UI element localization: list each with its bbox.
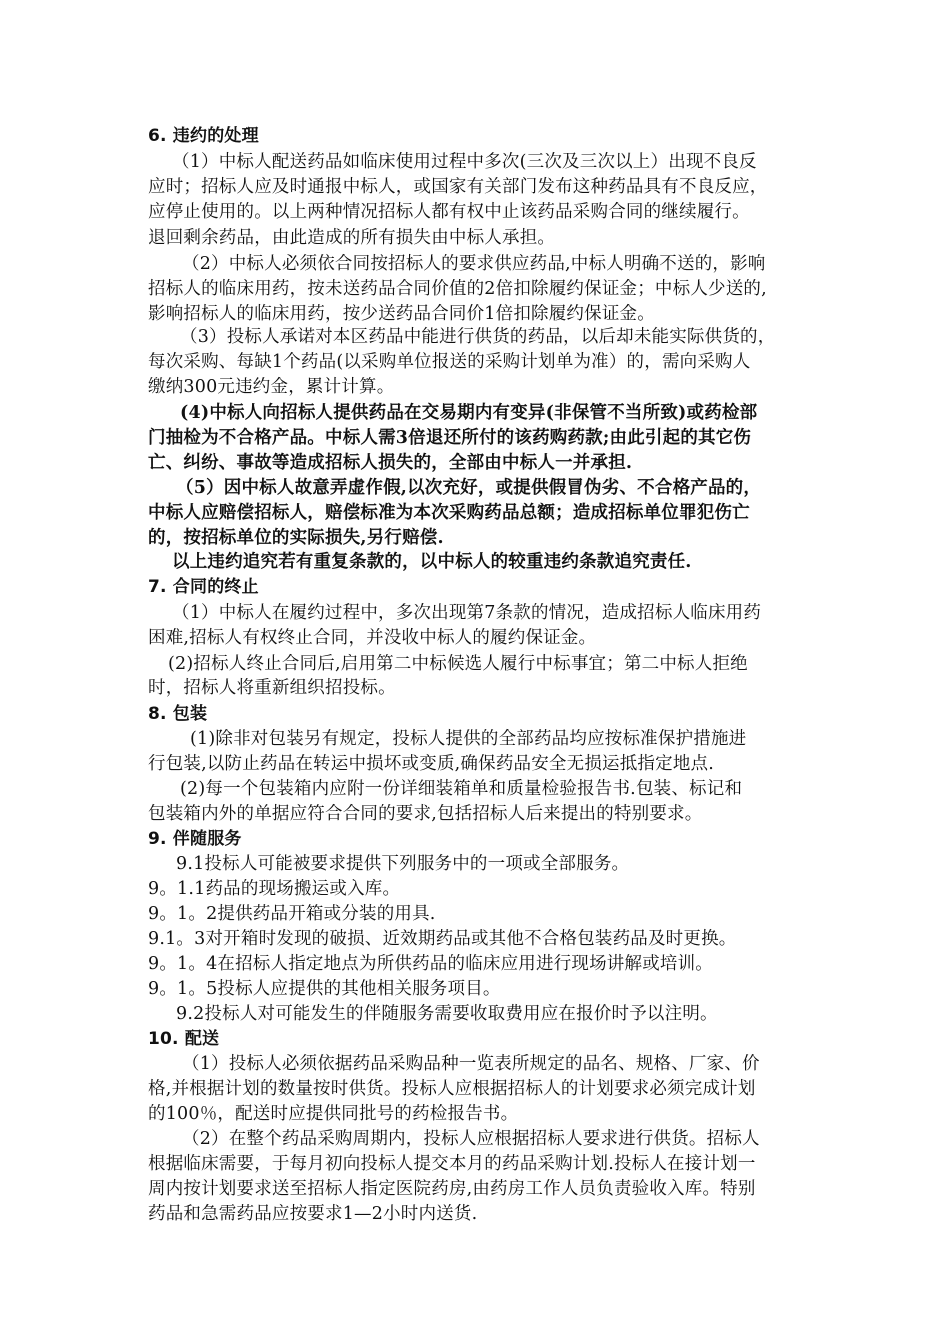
- section-6-p4-line-1: (4)中标人向招标人提供药品在交易期内有变异(非保管不当所致)或药检部: [180, 403, 758, 423]
- section-10-p2-line-1: （2）在整个药品采购周期内，投标人应根据招标人要求进行供货。招标人: [182, 1129, 760, 1149]
- section-6-p3-line-3: 缴纳300元违约金，累计计算。: [148, 377, 395, 397]
- section-8-p2-line-1: (2)每一个包装箱内应附一份详细装箱单和质量检验报告书.包装、标记和: [180, 779, 743, 799]
- section-9-heading: 9. 伴随服务: [148, 829, 242, 849]
- section-9-item-9-1-2: 9。1。2提供药品开箱或分装的用具.: [148, 904, 436, 924]
- section-6-p1-line-4: 退回剩余药品，由此造成的所有损失由中标人承担。: [148, 228, 556, 248]
- section-8-p1-line-1: (1)除非对包装另有规定，投标人提供的全部药品均应按标准保护措施进: [190, 729, 747, 749]
- section-6-p2-line-2: 招标人的临床用药，按未送药品合同价值的2倍扣除履约保证金；中标人少送的,: [148, 279, 767, 299]
- section-10-p2-line-2: 根据临床需要，于每月初向投标人提交本月的药品采购计划.投标人在接计划一: [148, 1154, 756, 1174]
- section-8-heading: 8. 包装: [148, 704, 208, 724]
- section-6-p5-line-1: （5）因中标人故意弄虚作假,以次充好，或提供假冒伪劣、不合格产品的，: [176, 478, 762, 498]
- section-9-item-9-1: 9.1投标人可能被要求提供下列服务中的一项或全部服务。: [176, 854, 630, 874]
- section-10-p1-line-3: 的100％，配送时应提供同批号的药检报告书。: [148, 1104, 519, 1124]
- section-9-item-9-1-5: 9。1。5投标人应提供的其他相关服务项目。: [148, 979, 501, 999]
- section-10-heading: 10. 配送: [148, 1029, 220, 1049]
- section-6-p5-line-2: 中标人应赔偿招标人，赔偿标准为本次采购药品总额；造成招标单位罪犯伤亡: [148, 503, 750, 523]
- section-7-heading: 7. 合同的终止: [148, 577, 259, 597]
- section-6-p4-line-3: 亡、纠纷、事故等造成招标人损失的，全部由中标人一并承担.: [148, 453, 633, 473]
- section-10-p2-line-3: 周内按计划要求送至招标人指定医院药房,由药房工作人员负责验收入库。特别: [148, 1179, 756, 1199]
- section-6-p4-line-2: 门抽检为不合格产品。中标人需3倍退还所付的该药购药款;由此引起的其它伤: [148, 428, 752, 448]
- section-9-item-9-2: 9.2投标人对可能发生的伴随服务需要收取费用应在报价时予以注明。: [176, 1004, 718, 1024]
- section-10-p1-line-2: 格,并根据计划的数量按时供货。投标人应根据招标人的计划要求必须完成计划: [148, 1079, 756, 1099]
- section-10-p2-line-4: 药品和急需药品应按要求1—2小时内送货.: [148, 1204, 478, 1224]
- section-6-p3-line-1: （3）投标人承诺对本区药品中能进行供货的药品，以后却未能实际供货的，: [180, 327, 776, 347]
- section-6-p6: 以上违约追究若有重复条款的，以中标人的较重违约条款追究责任.: [172, 552, 692, 572]
- section-6-p1-line-2: 应时；招标人应及时通报中标人，或国家有关部门发布这种药品具有不良反应，: [148, 177, 768, 197]
- section-6-p2-line-3: 影响招标人的临床用药，按少送药品合同价1倍扣除履约保证金。: [148, 304, 655, 324]
- section-6-heading: 6. 违约的处理: [148, 126, 259, 146]
- section-9-item-9-1-3: 9.1。3对开箱时发现的破损、近效期药品或其他不合格包装药品及时更换。: [148, 929, 737, 949]
- section-10-p1-line-1: （1）投标人必须依据药品采购品种一览表所规定的品名、规格、厂家、价: [182, 1054, 760, 1074]
- section-9-item-9-1-4: 9。1。4在招标人指定地点为所供药品的临床应用进行现场讲解或培训。: [148, 954, 713, 974]
- section-6-p1-line-1: （1）中标人配送药品如临床使用过程中多次(三次及三次以上）出现不良反: [172, 152, 757, 172]
- section-6-p5-line-3: 的，按招标单位的实际损失,另行赔偿.: [148, 528, 444, 548]
- section-6-p1-line-3: 应停止使用的。以上两种情况招标人都有权中止该药品采购合同的继续履行。: [148, 202, 750, 222]
- section-9-item-9-1-1: 9。1.1药品的现场搬运或入库。: [148, 879, 401, 899]
- section-7-p1-line-2: 困难,招标人有权终止合同，并没收中标人的履约保证金。: [148, 628, 597, 648]
- section-7-p2-line-1: (2)招标人终止合同后,启用第二中标候选人履行中标事宜；第二中标人拒绝: [168, 654, 748, 674]
- section-7-p2-line-2: 时，招标人将重新组织招投标。: [148, 678, 396, 698]
- section-8-p1-line-2: 行包装,以防止药品在转运中损坏或变质,确保药品安全无损运抵指定地点.: [148, 754, 714, 774]
- section-6-p3-line-2: 每次采购、每缺1个药品(以采购单位报送的采购计划单为准）的，需向采购人: [148, 352, 751, 372]
- section-6-p2-line-1: （2）中标人必须依合同按招标人的要求供应药品,中标人明确不送的，影响: [182, 254, 766, 274]
- section-7-p1-line-1: （1）中标人在履约过程中，多次出现第7条款的情况，造成招标人临床用药: [172, 603, 762, 623]
- section-8-p2-line-2: 包装箱内外的单据应符合合同的要求,包括招标人后来提出的特别要求。: [148, 804, 703, 824]
